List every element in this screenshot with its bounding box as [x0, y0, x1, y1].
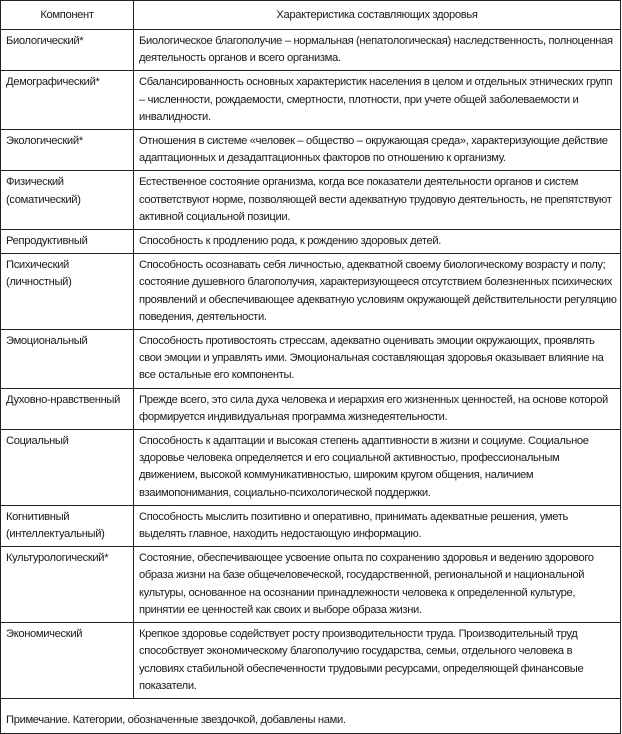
component-cell: Эмоциональный [1, 330, 134, 389]
description-cell: Способность осознавать себя личностью, адекватной своему биологическому возрасту и полу; состояние душевного благополучия, характеризующееся отсутствием болезненных психических проявлений и обеспечивающее адекватную условиям окружающей действительности регуляцию поведения, деятельности. [134, 254, 621, 330]
description-cell: Состояние, обеспечивающее усвоение опыта по сохранению здоровья и ведению здорового образа жизни на базе общечеловеческой, государственной, региональной и национальной культуры, основанное на осознании принадлежности человека к определенной культуре, принятии ее ценностей как своих и выборе образа жизни. [134, 547, 621, 623]
table-note-row [1, 698, 621, 733]
table-row [1, 505, 621, 546]
table-row [1, 623, 621, 699]
table-row [1, 30, 621, 71]
header-component: Компонент [1, 1, 134, 30]
description-cell: Способность мыслить позитивно и оперативно, принимать адекватные решения, уметь выделять главное, находить недостающую информацию. [134, 505, 621, 546]
component-cell: Психический (личностный) [1, 254, 134, 330]
component-cell: Демографический* [1, 71, 134, 130]
description-cell: Естественное состояние организма, когда все показатели деятельности органов и систем соответствуют норме, позволяющей вести адекватную трудовую деятельность, не препятствуют активной социальной позиции. [134, 171, 621, 230]
component-cell: Социальный [1, 430, 134, 506]
description-cell: Способность противостоять стрессам, адекватно оценивать эмоции окружающих, проявлять свои эмоции и управлять ими. Эмоциональная составляющая здоровья оказывает влияние на все остальные его компоненты. [134, 330, 621, 389]
component-cell: Биологический* [1, 30, 134, 71]
table-row [1, 330, 621, 389]
table-row [1, 171, 621, 230]
description-cell: Прежде всего, это сила духа человека и иерархия его жизненных ценностей, на основе которой формируется индивидуальная программа жизнедеятельности. [134, 388, 621, 429]
description-cell: Способность к продлению рода, к рождению здоровых детей. [134, 230, 621, 254]
table-row [1, 130, 621, 171]
component-cell: Репродуктивный [1, 230, 134, 254]
component-cell: Культурологический* [1, 547, 134, 623]
description-cell: Биологическое благополучие – нормальная (непатологическая) наследственность, полноценная деятельность органов и всего организма. [134, 30, 621, 71]
description-cell: Сбалансированность основных характеристик населения в целом и отдельных этнических групп – численности, рождаемости, смертности, плотности, при учете общей заболеваемости и инвалидности. [134, 71, 621, 130]
component-cell: Когнитивный (интеллектуальный) [1, 505, 134, 546]
component-cell: Экономический [1, 623, 134, 699]
header-characteristic: Характеристика составляющих здоровья [134, 1, 621, 30]
description-cell: Крепкое здоровье содействует росту производительности труда. Производительный труд способствует экономическому благополучию государства, семьи, отдельного человека в условиях стабильной обеспеченности трудовыми ресурсами, определяющей финансовые показатели. [134, 623, 621, 699]
table-row [1, 71, 621, 130]
table-header-row [1, 1, 621, 30]
table-row [1, 547, 621, 623]
component-cell: Духовно-нравственный [1, 388, 134, 429]
description-cell: Отношения в системе «человек – общество – окружающая среда», характеризующие действие адаптационных и дезадаптационных факторов по отношению к организму. [134, 130, 621, 171]
table-row [1, 254, 621, 330]
table-row [1, 388, 621, 429]
component-cell: Экологический* [1, 130, 134, 171]
table-row [1, 230, 621, 254]
description-cell: Способность к адаптации и высокая степень адаптивности в жизни и социуме. Социальное здоровье человека определяется и его социальной активностью, профессиональным движением, высокой коммуникативностью, широким кругом общения, наличием взаимопонимания, социально-психологической поддержки. [134, 430, 621, 506]
component-cell: Физический (соматический) [1, 171, 134, 230]
table-row [1, 430, 621, 506]
table-note: Примечание. Категории, обозначенные звездочкой, добавлены нами. [1, 698, 621, 733]
